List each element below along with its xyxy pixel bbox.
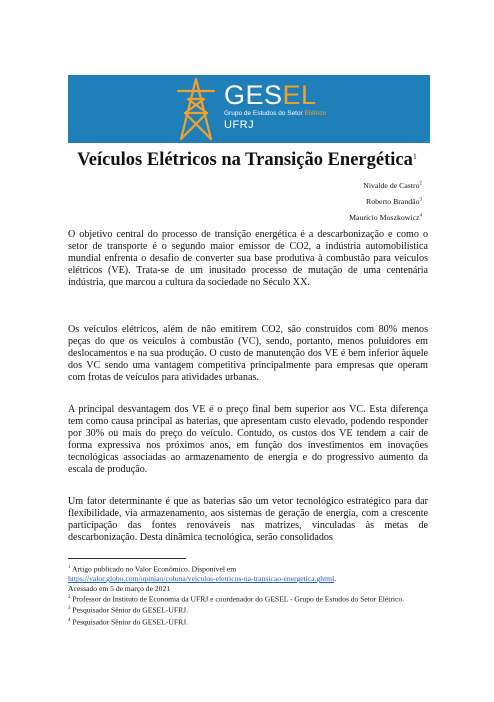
body-paragraph-1: O objetivo central do processo de transição energética é a descarbonização e como o setor de transporte é o segundo maior emissor de CO2, a indústria automobilística mundial enfrenta o desafio de converter sua base produtiva à combustão para veículos elétricos (VE). Trata-se de um inusitado processo de mutação de uma centenária indústria, que marcou a cultura da sociedade no Século XX. xyxy=(68,229,428,289)
footnotes xyxy=(68,563,428,627)
brand-block xyxy=(224,81,326,131)
footnote-1: $^1$ Artigo publicado no Valor Econômico. Disponível em https://valor.globo.com/opiniao/coluna/veiculos-eletricos-na-transicao-energetica.ghtml. Acessado em 5 de março de 2021 xyxy=(68,564,337,593)
footnote-4: $^4$ Pesquisador Sênior do GESEL-UFRJ. xyxy=(68,617,188,627)
brand-logo-text: GESEL xyxy=(224,80,317,110)
footnote-1-link[interactable]: https://valor.globo.com/opiniao/coluna/veiculos-eletricos-na-transicao-energetica.ghtml xyxy=(68,574,335,584)
gesel-banner xyxy=(68,75,430,143)
author-3: Mauricio Moszkowicz$^4$ xyxy=(349,213,422,222)
footnote-divider xyxy=(68,558,186,559)
brand-university: UFRJ xyxy=(224,119,255,131)
footnote-3: $^3$ Pesquisador Sênior do GESEL-UFRJ. xyxy=(68,605,188,615)
author-1: Nivalde de Castro$^2$ xyxy=(363,181,422,190)
body-paragraph-3: A principal desvantagem dos VE é o preço final bem superior aos VC. Esta diferença tem como causa principal as baterias, que apresentam custo elevado, podendo responder por 30% ou mais do preço do veículo. Contudo, os custos dos VE tendem a cair de forma expressiva nos próximos anos, em função dos investimentos em inovações tecnológicas associadas ao armazenamento de energia e do progressivo aumento da escala de produção. xyxy=(68,404,428,476)
author-2: Roberto Brandão$^3$ xyxy=(366,197,422,206)
title-footnote-mark: 1 xyxy=(412,152,417,161)
body-paragraph-2: Os veículos elétricos, além de não emitirem CO2, são construídos com 80% menos peças do que os veículos à combustão (VC), sendo, portanto, menos poluidores em deslocamentos e na sua produção. O custo de manutenção dos VE é bem inferior àquele dos VC sendo uma vantagem competitiva principalmente para empresas que operam com frotas de veículos para atividades urbanas. xyxy=(68,324,428,384)
body-paragraph-4: Um fator determinante é que as baterias são um vetor tecnológico estratégico para dar flexibilidade, via armazenamento, aos sistemas de geração de energia, com a crescente participação das fontes renováveis nas matrizes, vinculadas às metas de descarbonização. Desta dinâmica tecnológica, serão consolidados xyxy=(68,496,428,544)
footnote-2: $^2$ Professor do Instituto de Economia da UFRJ e coordenador do GESEL - Grupo de Estudos do Setor Elétrico. xyxy=(68,594,405,604)
brand-subtitle: Grupo de Estudos do Setor Elétrico xyxy=(224,110,327,117)
transmission-tower-icon xyxy=(176,77,216,141)
document-title: Veículos Elétricos na Transição Energética$^1$ xyxy=(77,150,417,170)
